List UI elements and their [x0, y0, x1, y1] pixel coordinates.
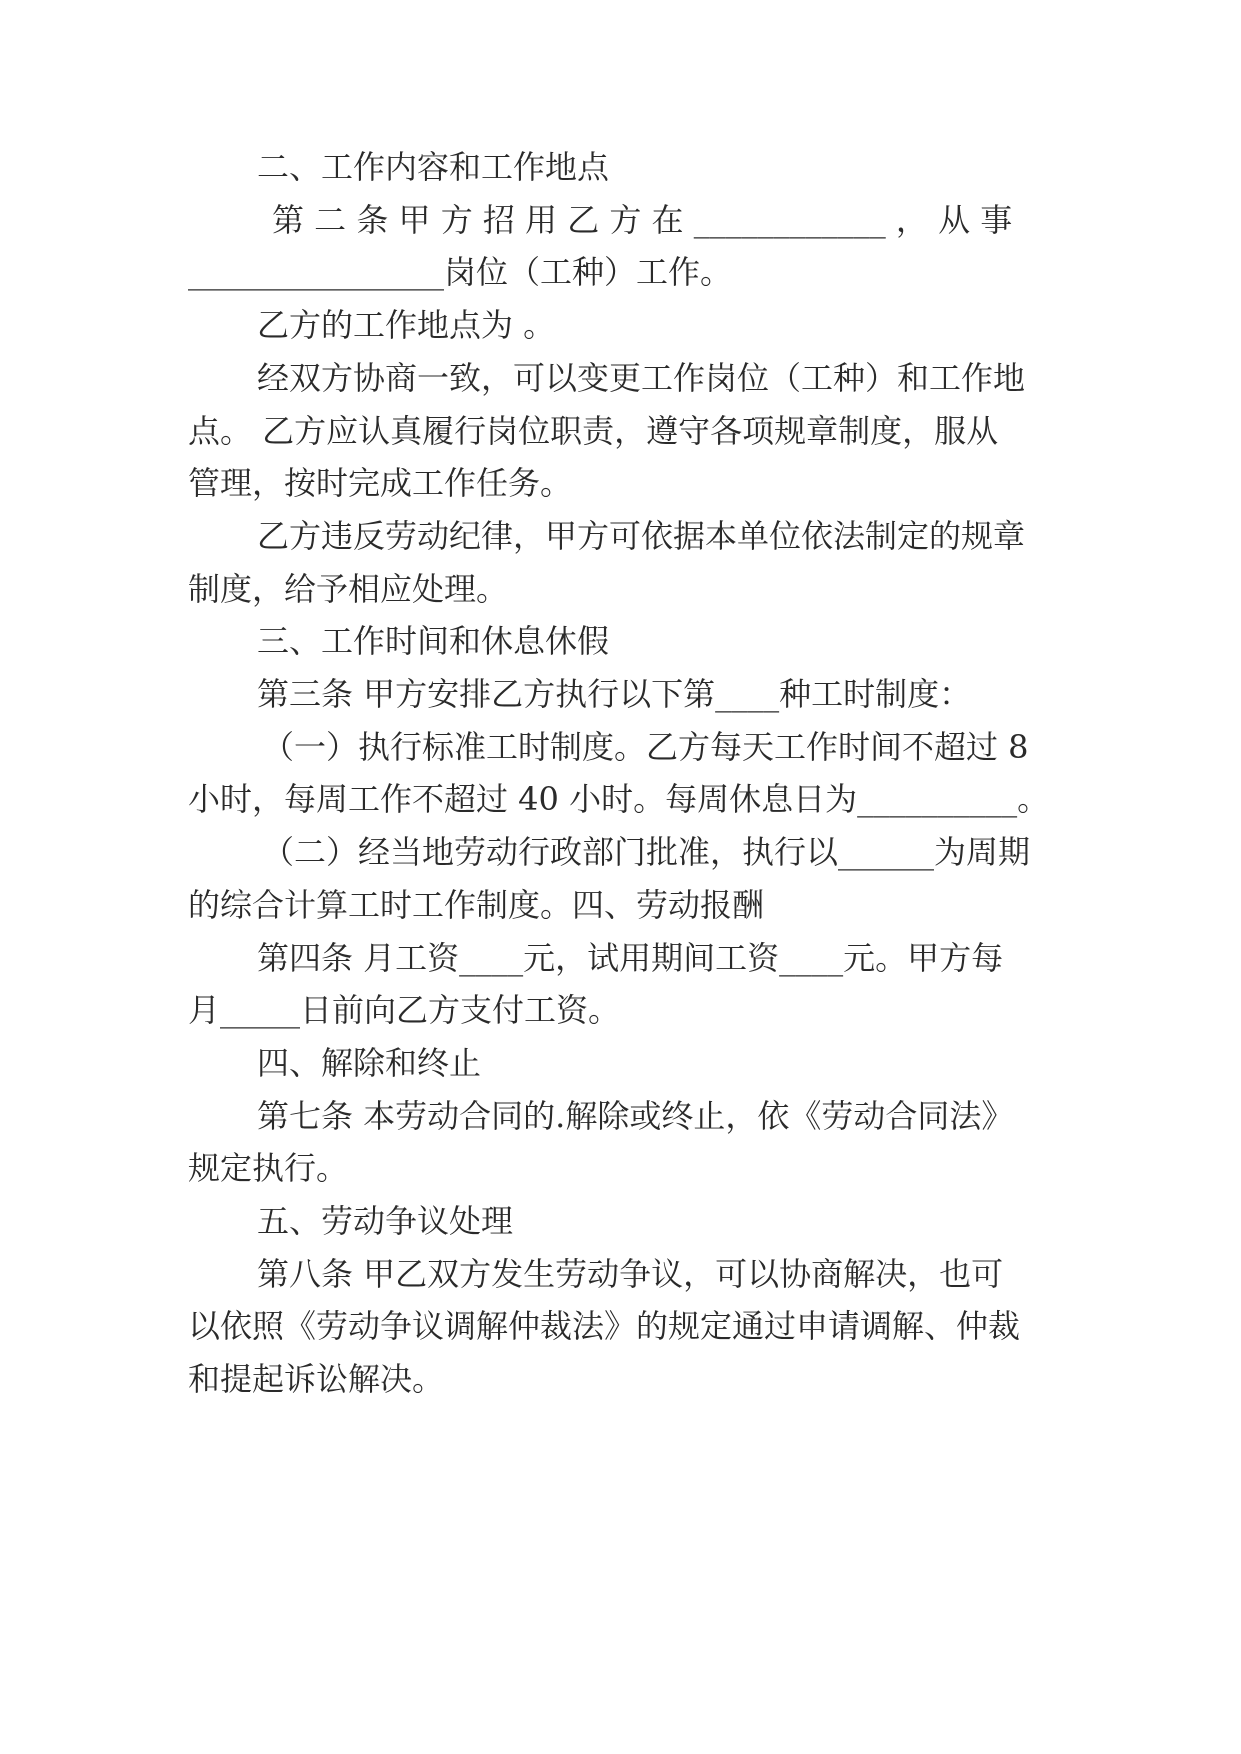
paragraph-discipline-line-1: 乙方违反劳动纪律，甲方可依据本单位依法制定的规章 — [257, 517, 1026, 555]
article-7-line-1: 第七条 本劳动合同的.解除或终止，依《劳动合同法》 — [257, 1097, 1014, 1135]
article-8-line-2: 以依照《劳动争议调解仲裁法》的规定通过申请调解、仲裁 — [188, 1307, 1021, 1345]
article-3-line: 第三条 甲方安排乙方执行以下第____种工时制度： — [257, 675, 972, 713]
section-heading-work-content: 二、工作内容和工作地点 — [257, 148, 610, 186]
standard-hours-line-2: 小时，每周工作不超过 40 小时。每周休息日为__________。 — [188, 780, 1050, 818]
comprehensive-hours-line-2: 的综合计算工时工作制度。四、劳动报酬 — [188, 886, 765, 924]
comprehensive-hours-line-1: （二）经当地劳动行政部门批准，执行以______为周期 — [262, 833, 1031, 871]
article-8-line-3: 和提起诉讼解决。 — [188, 1360, 445, 1398]
section-heading-termination: 四、解除和终止 — [257, 1044, 482, 1082]
paragraph-change-line-1: 经双方协商一致，可以变更工作岗位（工种）和工作地 — [257, 359, 1026, 397]
work-location-line: 乙方的工作地点为 。 — [257, 306, 556, 344]
article-4-line-1: 第四条 月工资____元，试用期间工资____元。甲方每 — [257, 939, 1004, 977]
paragraph-change-line-2: 点。 乙方应认真履行岗位职责，遵守各项规章制度，服从 — [188, 412, 999, 450]
article-4-line-2: 月_____日前向乙方支付工资。 — [188, 991, 621, 1029]
article-2-line-1: 第 二 条 甲 方 招 用 乙 方 在 ____________ ， 从 事 — [272, 201, 1013, 239]
section-heading-disputes: 五、劳动争议处理 — [257, 1202, 514, 1240]
section-heading-working-hours: 三、工作时间和休息休假 — [257, 622, 610, 660]
article-2-line-2: ________________岗位（工种）工作。 — [188, 253, 733, 291]
paragraph-change-line-3: 管理，按时完成工作任务。 — [188, 464, 573, 502]
paragraph-discipline-line-2: 制度，给予相应处理。 — [188, 570, 509, 608]
standard-hours-line-1: （一）执行标准工时制度。乙方每天工作时间不超过 8 — [262, 728, 1029, 766]
article-7-line-2: 规定执行。 — [188, 1149, 349, 1187]
article-8-line-1: 第八条 甲乙双方发生劳动争议，可以协商解决，也可 — [257, 1255, 1004, 1293]
